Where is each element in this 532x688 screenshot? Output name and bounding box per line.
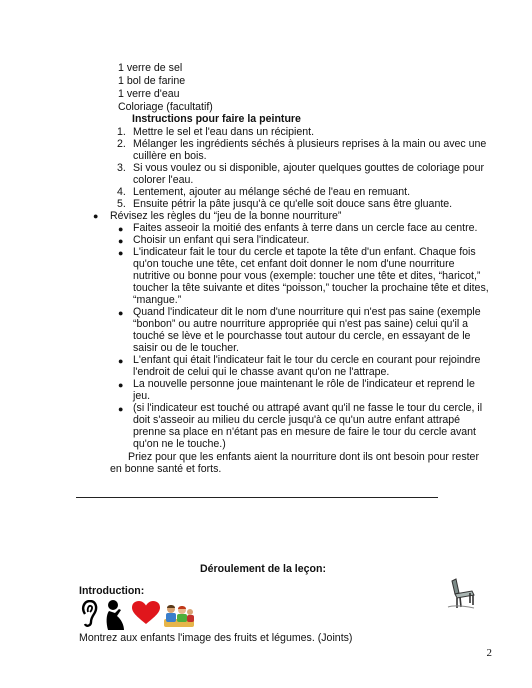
- ingredient-flour: 1 bol de farine: [118, 75, 186, 87]
- step-text: Lentement, ajouter au mélange séché de l'eau en remuant.: [133, 186, 411, 198]
- chair-icon: [446, 577, 476, 611]
- step-text: colorer l'eau.: [133, 174, 194, 186]
- rule-text: touché se lève et le pourchasse tout autour du cercle, en essayant de le: [133, 330, 471, 342]
- children-group-icon: [163, 602, 195, 628]
- rule-text: qu'on touche une tête, cet enfant doit donner le nom d'une nourriture: [133, 258, 455, 270]
- rule-text: jeu.: [133, 390, 151, 402]
- rule-text: La nouvelle personne joue maintenant le rôle de l'indicateur et reprend le: [133, 378, 475, 390]
- rule-text: saisir ou de le toucher.: [133, 342, 239, 354]
- step-number: 2.: [117, 138, 126, 150]
- ingredient-coloring: Coloriage (facultatif): [118, 101, 213, 113]
- rule-text: L'indicateur fait le tour du cercle et tapote la tête d'un enfant. Chaque fois: [133, 246, 476, 258]
- intro-title: Introduction:: [79, 585, 145, 597]
- heart-icon: [132, 601, 160, 625]
- step-text: Mélanger les ingrédients séchés à plusieurs reprises à la main ou avec une: [133, 138, 487, 150]
- bullet-icon: ●: [93, 211, 99, 221]
- step-number: 3.: [117, 162, 126, 174]
- prayer-person-icon: [104, 599, 128, 631]
- rule-text: l'endroit de celui qui le chasse avant qu'on ne l'attrape.: [133, 366, 390, 378]
- step-text: cuillère en bois.: [133, 150, 207, 162]
- bullet-icon: ●: [118, 236, 124, 246]
- bullet-icon: ●: [118, 380, 124, 390]
- instructions-title: Instructions pour faire la peinture: [132, 113, 301, 125]
- rule-text: (si l'indicateur est touché ou attrapé avant qu'il ne fasse le tour du cercle, il: [133, 402, 483, 414]
- rule-text: qu'on ne le touche.): [133, 438, 226, 450]
- closing-text: en bonne santé et forts.: [110, 463, 222, 475]
- step-text: Si vous voulez ou si disponible, ajouter quelques gouttes de coloriage pour: [133, 162, 485, 174]
- rule-text: Choisir un enfant qui sera l'indicateur.: [133, 234, 310, 246]
- rule-text: “bonbon” ou autre nourriture appropriée qui n'est pas saine) celui qu'il a: [133, 318, 469, 330]
- bullet-icon: ●: [118, 356, 124, 366]
- ear-icon: [80, 600, 98, 628]
- closing-text: Priez pour que les enfants aient la nourriture dont ils ont besoin pour rester: [128, 451, 479, 463]
- rule-text: prenne sa place en n'étant pas en mesure de faire le tour du cercle avant: [133, 426, 477, 438]
- ingredient-water: 1 verre d'eau: [118, 88, 180, 100]
- step-text: Ensuite pétrir la pâte jusqu'à ce qu'elle soit douce sans être gluante.: [133, 198, 453, 210]
- page-number: 2: [486, 647, 492, 659]
- bullet-icon: ●: [118, 404, 124, 414]
- step-number: 4.: [117, 186, 126, 198]
- bullet-icon: ●: [118, 248, 124, 258]
- bullet-icon: ●: [118, 308, 124, 318]
- rule-text: doit s'asseoir au milieu du cercle jusqu'à ce qu'un autre enfant attrapé: [133, 414, 461, 426]
- rule-text: Quand l'indicateur dit le nom d'une nourriture qui n'est pas saine (exemple: [133, 306, 481, 318]
- rule-text: L'enfant qui était l'indicateur fait le tour du cercle en courant pour rejoindre: [133, 354, 481, 366]
- rule-text: nutritive ou bonne pour vous (exemple: toucher une tête et dites, “haricot,”: [133, 270, 481, 282]
- game-bullet-text: Révisez les règles du “jeu de la bonne nourriture”: [110, 210, 342, 222]
- rule-text: toucher la tête suivante et dites “poisson,” toucher la prochaine tête et dites,: [133, 282, 489, 294]
- rule-text: “mangue.”: [133, 294, 182, 306]
- ingredient-salt: 1 verre de sel: [118, 62, 183, 74]
- step-number: 5.: [117, 198, 126, 210]
- bullet-icon: ●: [118, 224, 124, 234]
- intro-text: Montrez aux enfants l'image des fruits et légumes. (Joints): [79, 632, 353, 644]
- step-text: Mettre le sel et l'eau dans un récipient.: [133, 126, 315, 138]
- step-number: 1.: [117, 126, 126, 138]
- divider-line: [76, 497, 438, 498]
- lesson-title: Déroulement de la leçon:: [200, 563, 326, 575]
- rule-text: Faites asseoir la moitié des enfants à terre dans un cercle face au centre.: [133, 222, 478, 234]
